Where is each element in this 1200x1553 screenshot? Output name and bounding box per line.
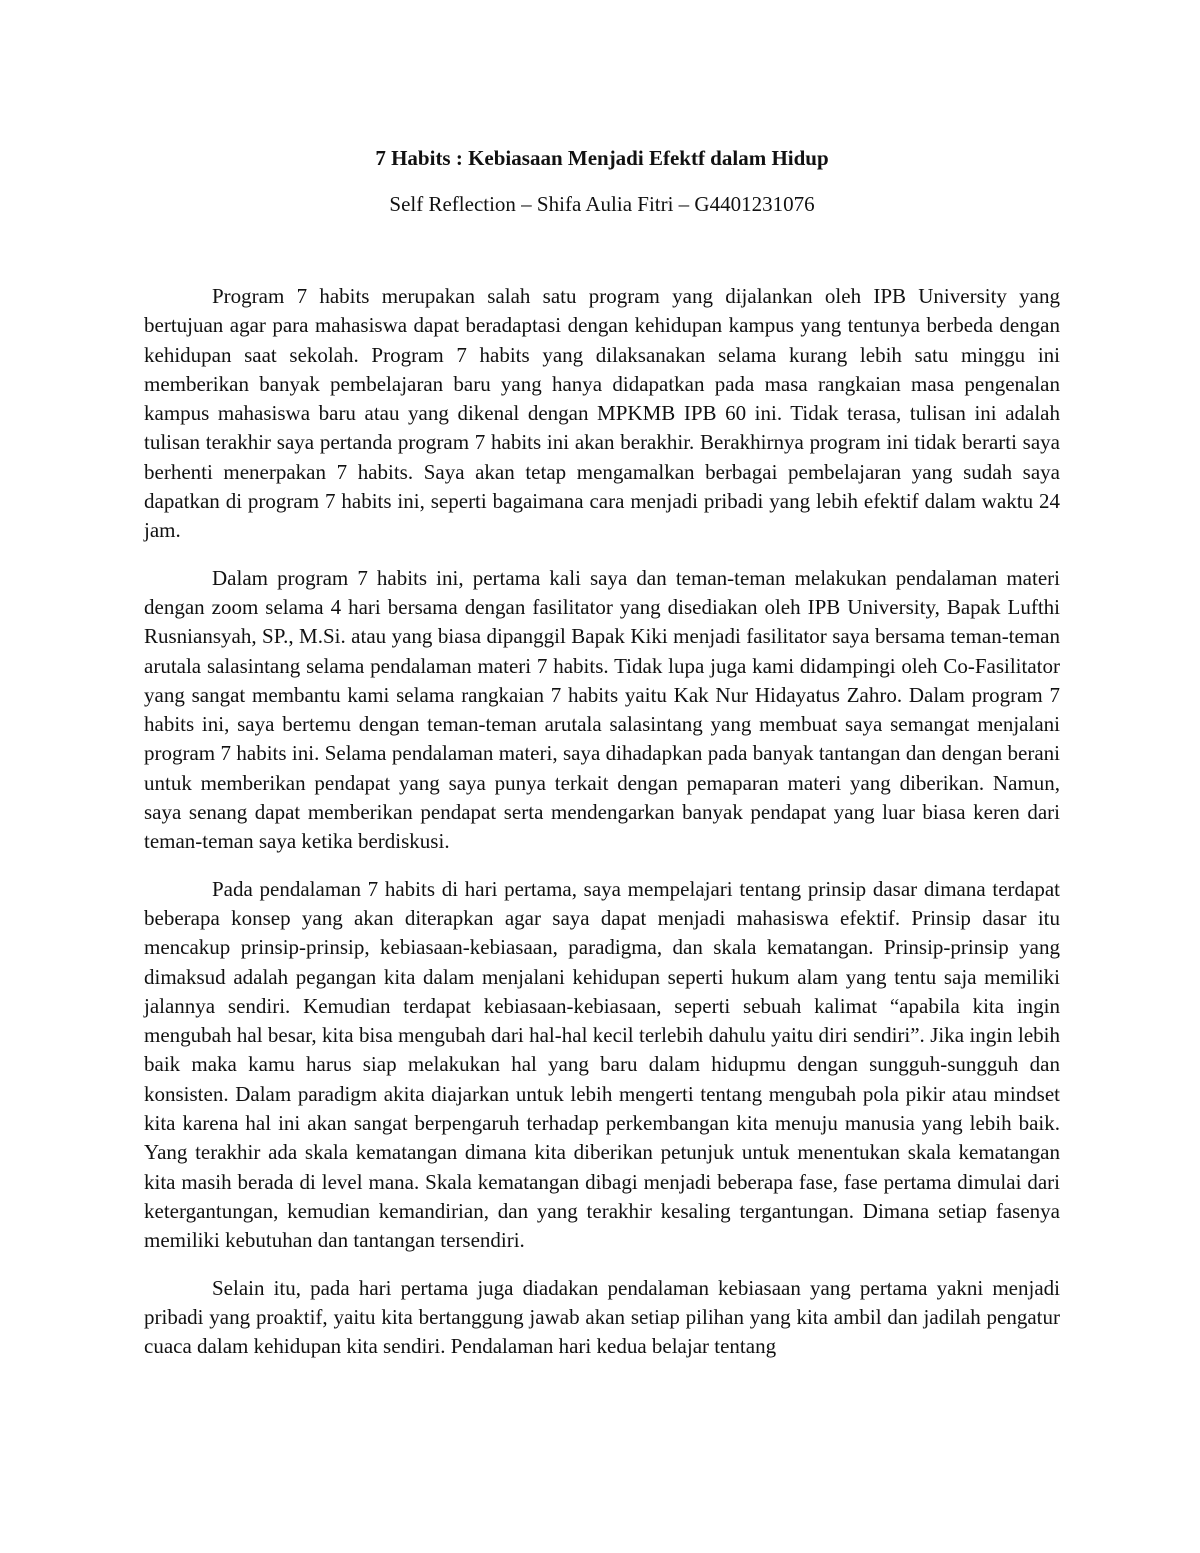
paragraph: Pada pendalaman 7 habits di hari pertama, saya mempelajari tentang prinsip dasar dimana terdapat beberapa konsep yang akan diterapkan agar saya dapat menjadi mahasiswa efektif. Prinsip dasar itu mencakup prinsip-prinsip, kebiasaan-kebiasaan, paradigma, dan skala kematangan. Prinsip-prinsip yang dimaksud adalah pegangan kita dalam menjalani kehidupan seperti hukum alam yang tentu saja memiliki jalannya sendiri. Kemudian terdapat kebiasaan-kebiasaan, seperti sebuah kalimat “apabila kita ingin mengubah hal besar, kita bisa mengubah dari hal-hal kecil terlebih dahulu yaitu diri sendiri”. Jika ingin lebih baik maka kamu harus siap melakukan hal yang baru dalam hidupmu dengan sungguh-sungguh dan konsisten. Dalam paradigm akita diajarkan untuk lebih mengerti tentang mengubah pola pikir atau mindset kita karena hal ini akan sangat berpengaruh terhadap perkembangan kita menuju manusia yang lebih baik. Yang terakhir ada skala kematangan dimana kita diberikan petunjuk untuk menentukan skala kematangan kita masih berada di level mana. Skala kematangan dibagi menjadi beberapa fase, fase pertama dimulai dari ketergantungan, kemudian kemandirian, dan yang terakhir kesaling tergantungan. Dimana setiap fasenya memiliki kebutuhan dan tantangan tersendiri. <box>144 876 1060 1253</box>
document-body <box>144 282 1060 1361</box>
document-page <box>144 140 1060 1379</box>
paragraph: Program 7 habits merupakan salah satu program yang dijalankan oleh IPB University yang bertujuan agar para mahasiswa dapat beradaptasi dengan kehidupan kampus yang tentunya berbeda dengan kehidupan saat sekolah. Program 7 habits yang dilaksanakan selama kurang lebih satu minggu ini memberikan banyak pembelajaran baru yang hanya didapatkan pada masa rangkaian masa pengenalan kampus mahasiswa baru atau yang dikenal dengan MPKMB IPB 60 ini. Tidak terasa, tulisan ini adalah tulisan terakhir saya pertanda program 7 habits ini akan berakhir. Berakhirnya program ini tidak berarti saya berhenti menerpakan 7 habits. Saya akan tetap mengamalkan berbagai pembelajaran yang sudah saya dapatkan di program 7 habits ini, seperti bagaimana cara menjadi pribadi yang lebih efektif dalam waktu 24 jam. <box>144 284 1060 543</box>
paragraph: Dalam program 7 habits ini, pertama kali saya dan teman-teman melakukan pendalaman materi dengan zoom selama 4 hari bersama dengan fasilitator yang disediakan oleh IPB University, Bapak Lufthi Rusniansyah, SP., M.Si. atau yang biasa dipanggil Bapak Kiki menjadi fasilitator saya bersama teman-teman arutala salasintang selama pendalaman materi 7 habits. Tidak lupa juga kami didampingi oleh Co-Fasilitator yang sangat membantu kami selama rangkaian 7 habits yaitu Kak Nur Hidayatus Zahro. Dalam program 7 habits ini, saya bertemu dengan teman-teman arutala salasintang yang membuat saya semangat menjalani program 7 habits ini. Selama pendalaman materi, saya dihadapkan pada banyak tantangan dan dengan berani untuk memberikan pendapat yang saya punya terkait dengan pemaparan materi yang diberikan. Namun, saya senang dapat memberikan pendapat serta mendengarkan banyak pendapat yang luar biasa keren dari teman-teman saya ketika berdiskusi. <box>144 565 1060 854</box>
paragraph: Selain itu, pada hari pertama juga diadakan pendalaman kebiasaan yang pertama yakni menjadi pribadi yang proaktif, yaitu kita bertanggung jawab akan setiap pilihan yang kita ambil dan jadilah pengatur cuaca dalam kehidupan kita sendiri. Pendalaman hari kedua belajar tentang <box>144 1275 1060 1359</box>
document-title: 7 Habits : Kebiasaan Menjadi Efektf dalam Hidup <box>375 146 829 170</box>
document-subtitle: Self Reflection – Shifa Aulia Fitri – G4401231076 <box>389 192 815 216</box>
